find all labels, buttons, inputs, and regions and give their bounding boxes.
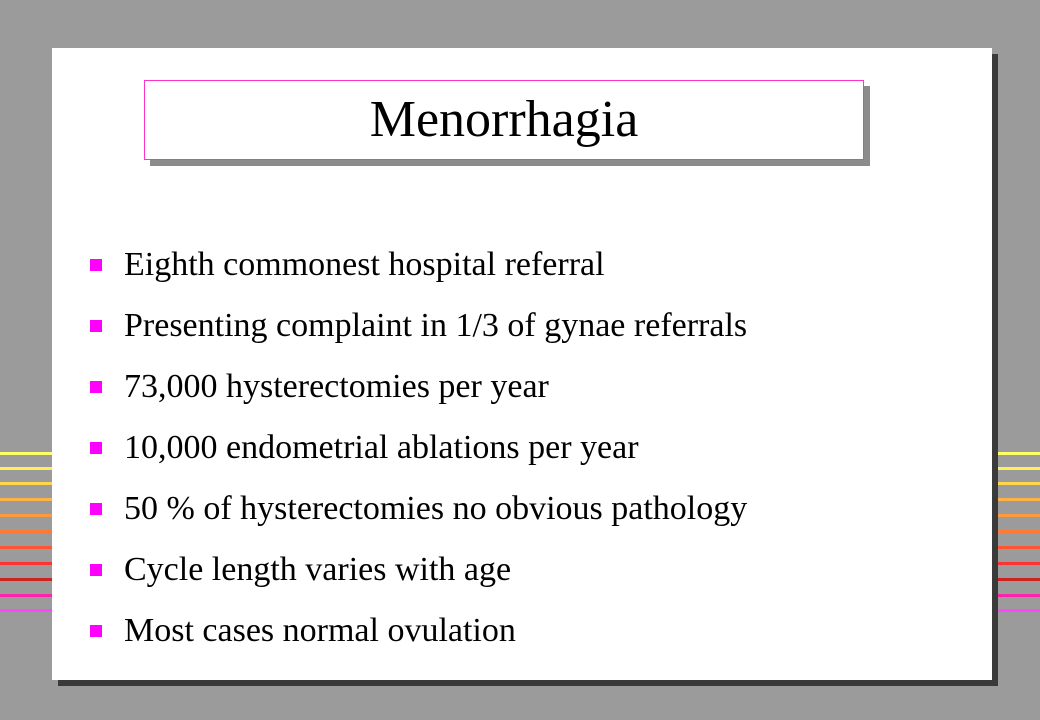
stripe-decoration	[996, 452, 1040, 455]
stripe-decoration	[0, 530, 56, 533]
stripe-decoration	[996, 562, 1040, 565]
square-bullet-icon	[90, 625, 102, 637]
square-bullet-icon	[90, 442, 102, 454]
stripe-decoration	[996, 578, 1040, 581]
stripe-decoration	[996, 482, 1040, 485]
bullet-text: Presenting complaint in 1/3 of gynae referrals	[124, 306, 748, 344]
slide-panel	[52, 48, 992, 680]
stripe-decoration	[996, 498, 1040, 501]
stripe-decoration	[0, 546, 56, 549]
bullet-item	[90, 600, 747, 661]
bullet-text: Cycle length varies with age	[124, 550, 512, 588]
stripe-decoration	[996, 594, 1040, 597]
stripe-decoration	[996, 467, 1040, 470]
stripe-decoration	[0, 452, 56, 455]
title-box	[144, 80, 864, 160]
stripe-decoration	[996, 514, 1040, 517]
bullet-list	[90, 234, 747, 661]
square-bullet-icon	[90, 503, 102, 515]
bullet-text: 10,000 endometrial ablations per year	[124, 428, 639, 466]
square-bullet-icon	[90, 381, 102, 393]
stripe-decoration	[0, 467, 56, 470]
bullet-item	[90, 539, 747, 600]
stripe-decoration	[0, 514, 56, 517]
bullet-text: Most cases normal ovulation	[124, 611, 516, 649]
bullet-item	[90, 417, 747, 478]
stripe-decoration	[0, 498, 56, 501]
bullet-item	[90, 234, 747, 295]
square-bullet-icon	[90, 259, 102, 271]
bullet-item	[90, 295, 747, 356]
bullet-text: 50 % of hysterectomies no obvious pathology	[124, 489, 748, 527]
bullet-text: 73,000 hysterectomies per year	[124, 367, 549, 405]
bullet-item	[90, 478, 747, 539]
square-bullet-icon	[90, 320, 102, 332]
stripe-decoration	[996, 546, 1040, 549]
stripe-decoration	[0, 609, 56, 612]
bullet-item	[90, 356, 747, 417]
stripe-decoration	[996, 609, 1040, 612]
stripe-decoration	[0, 578, 56, 581]
slide-title: Menorrhagia	[369, 91, 639, 148]
bullet-text: Eighth commonest hospital referral	[124, 245, 605, 283]
stripe-decoration	[996, 530, 1040, 533]
stripe-decoration	[0, 594, 56, 597]
stripe-decoration	[0, 482, 56, 485]
stripe-decoration	[0, 562, 56, 565]
square-bullet-icon	[90, 564, 102, 576]
